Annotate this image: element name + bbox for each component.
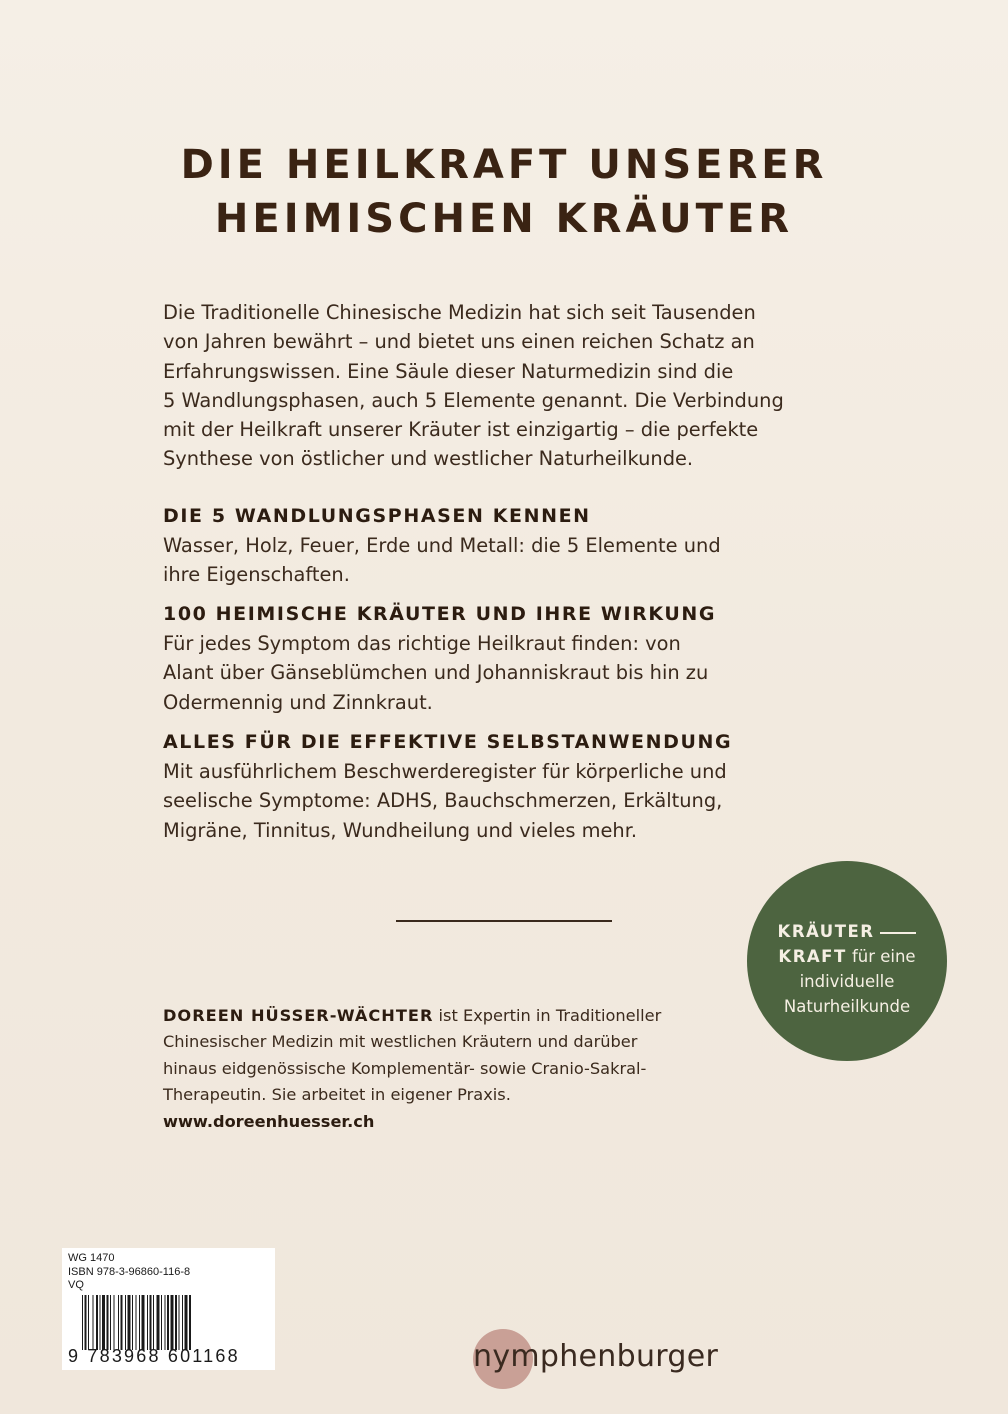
section-wandlungsphasen (163, 502, 863, 590)
author-bio (163, 1003, 763, 1135)
author-bio-line: Chinesischer Medizin mit westlichen Kräutern und darüber (163, 1032, 638, 1052)
intro-line: 5 Wandlungsphasen, auch 5 Elemente genannt. Die Verbindung (163, 388, 784, 412)
intro-line: Erfahrungswissen. Eine Säule dieser Naturmedizin sind die (163, 359, 734, 383)
section-selbstanwendung (163, 728, 863, 845)
book-title (0, 138, 1008, 246)
section-body (163, 757, 863, 845)
section-heading: ALLES FÜR DIE EFFEKTIVE SELBSTANWENDUNG (163, 731, 733, 753)
section-line: Mit ausführlichem Beschwerderegister für körperliche und (163, 760, 727, 783)
badge-line-2-rest: für eine (846, 947, 916, 966)
section-line: Wasser, Holz, Feuer, Erde und Metall: die 5 Elemente und (163, 534, 721, 557)
section-heading: DIE 5 WANDLUNGSPHASEN KENNEN (163, 505, 591, 527)
section-heading: 100 HEIMISCHE KRÄUTER UND IHRE WIRKUNG (163, 603, 717, 625)
section-line: ihre Eigenschaften. (163, 563, 350, 587)
warengruppe: WG 1470 (68, 1252, 115, 1264)
promo-badge (747, 861, 947, 1061)
section-line: Alant über Gänseblümchen und Johanniskraut bis hin zu (163, 661, 709, 685)
barcode-digits: 9 783968 601168 (68, 1346, 240, 1366)
author-name: DOREEN HÜSSER-WÄCHTER (163, 1006, 434, 1025)
intro-line: mit der Heilkraft unserer Kräuter ist einzigartig – die perfekte (163, 418, 759, 442)
divider (396, 920, 612, 922)
barcode-bars-icon (82, 1295, 268, 1350)
isbn: ISBN 978-3-96860-116-8 (68, 1265, 191, 1278)
section-line: Für jedes Symptom das richtige Heilkraut finden: von (163, 632, 681, 655)
intro-line: von Jahren bewährt – und bietet uns einen reichen Schatz an (163, 330, 755, 354)
author-bio-line: hinaus eidgenössische Komplementär- sowie Cranio-Sakral- (163, 1058, 647, 1078)
author-bio-line: ist Expertin in Traditioneller (433, 1006, 662, 1025)
title-line-1: DIE HEILKRAFT UNSERER (180, 142, 828, 188)
section-line: Odermennig und Zinnkraut. (163, 690, 433, 714)
badge-dash (880, 932, 916, 934)
section-body (163, 531, 863, 590)
publisher-logo (473, 1329, 733, 1389)
section-kraeuter (163, 600, 863, 717)
publisher-name: nymphenburger (473, 1339, 719, 1374)
badge-line-2-bold: KRAFT (778, 947, 847, 966)
title-line-2: HEIMISCHEN KRÄUTER (214, 196, 794, 242)
intro-line: Synthese von östlicher und westlicher Naturheilkunde. (163, 447, 694, 471)
author-website-link[interactable]: www.doreenhuesser.ch (163, 1111, 375, 1131)
intro-paragraph (163, 298, 853, 474)
barcode-code: VQ (68, 1279, 84, 1291)
author-bio-line: Therapeutin. Sie arbeitet in eigener Praxis. (163, 1085, 511, 1105)
intro-line: Die Traditionelle Chinesische Medizin hat sich seit Tausenden (163, 301, 756, 324)
badge-line-1: KRÄUTER (777, 922, 875, 941)
section-line: Migräne, Tinnitus, Wundheilung und vieles mehr. (163, 818, 638, 842)
badge-line-3: individuelle (799, 972, 895, 991)
section-body (163, 629, 863, 717)
section-line: seelische Symptome: ADHS, Bauchschmerzen, Erkältung, (163, 789, 723, 813)
barcode-label (62, 1248, 275, 1370)
badge-line-4: Naturheilkunde (783, 997, 911, 1016)
